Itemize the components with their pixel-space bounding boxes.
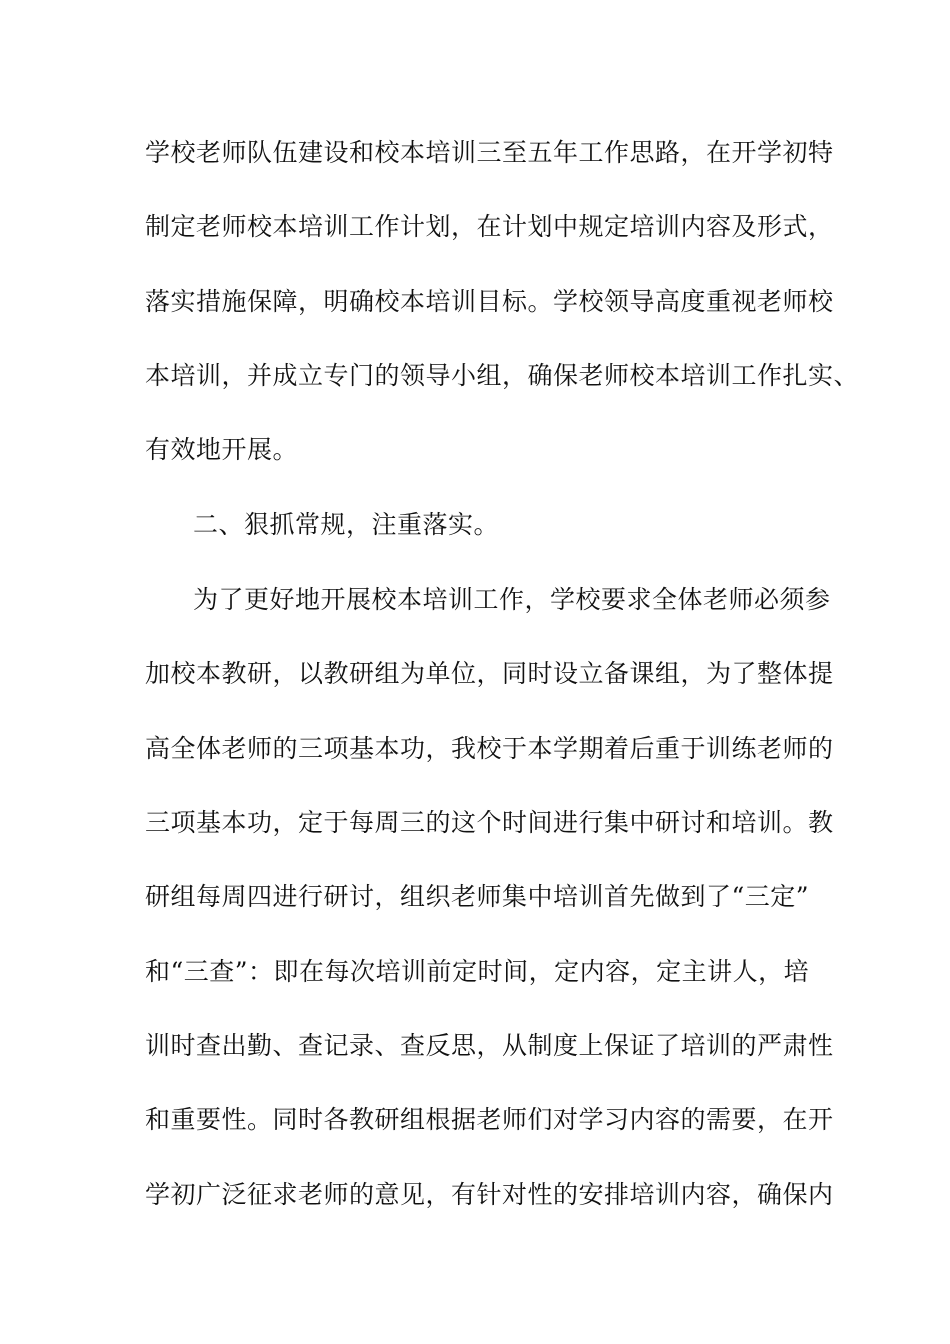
text-line: 三项基本功，定于每周三的这个时间进行集中研讨和培训。教 [145,808,834,837]
section-heading: 二、狠抓常规，注重落实。 [193,510,500,539]
text-line: 训时查出勤、查记录、查反思，从制度上保证了培训的严肃性 [145,1031,834,1060]
text-line: 学校老师队伍建设和校本培训三至五年工作思路，在开学初特 [145,138,834,167]
text-line: 研组每周四进行研讨，组织老师集中培训首先做到了“三定” [145,882,810,911]
text-line: 高全体老师的三项基本功，我校于本学期着后重于训练老师的 [145,734,834,763]
text-line: 学初广泛征求老师的意见，有针对性的安排培训内容，确保内 [145,1180,834,1209]
text-line: 制定老师校本培训工作计划，在计划中规定培训内容及形式， [145,212,834,241]
text-line: 为了更好地开展校本培训工作，学校要求全体老师必须参 [193,585,831,614]
text-line: 有效地开展。 [145,435,299,464]
text-line: 本培训，并成立专门的领导小组，确保老师校本培训工作扎实、 [145,361,860,390]
text-line: 加校本教研，以教研组为单位，同时设立备课组，为了整体提 [145,659,834,688]
text-line: 落实措施保障，明确校本培训目标。学校领导高度重视老师校 [145,287,834,316]
text-line: 和重要性。同时各教研组根据老师们对学习内容的需要，在开 [145,1105,834,1134]
text-line: 和“三查”：即在每次培训前定时间，定内容，定主讲人，培 [145,957,810,986]
